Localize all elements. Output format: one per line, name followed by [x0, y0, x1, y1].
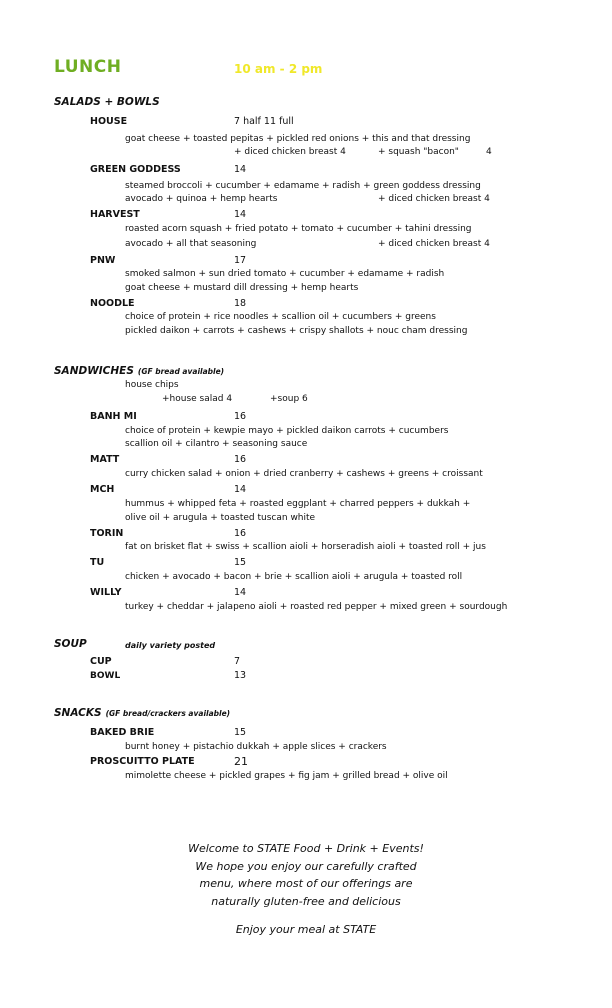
- item-willy-price: 14: [234, 587, 247, 598]
- section-snacks-title: SNACKS: [54, 707, 102, 719]
- item-bowl-price: 13: [234, 670, 247, 681]
- item-banh-mi-price: 16: [234, 411, 247, 422]
- item-baked-brie-price: 15: [234, 727, 247, 738]
- item-matt-desc: curry chicken salad + onion + dried cranberry + cashews + greens + croissant: [125, 469, 483, 479]
- item-green-goddess-name: GREEN GODDESS: [90, 164, 181, 175]
- section-salads-title: SALADS + BOWLS: [54, 96, 160, 108]
- item-mch-desc-2: olive oil + arugula + toasted tuscan white: [125, 513, 316, 523]
- item-green-goddess-price: 14: [234, 164, 247, 175]
- item-green-goddess-desc-2: avocado + quinoa + hemp hearts: [125, 194, 278, 204]
- item-mch-desc: hummus + whipped feta + roasted eggplant + charred peppers + dukkah +: [125, 499, 471, 509]
- item-pnw-desc-2: goat cheese + mustard dill dressing + hemp hearts: [125, 283, 359, 293]
- menu-title: LUNCH: [54, 57, 122, 77]
- item-cup-price: 7: [234, 656, 241, 667]
- sandwiches-addon-salad: +house salad 4: [162, 394, 233, 404]
- section-sandwiches-note: (GF bread available): [137, 367, 225, 376]
- item-harvest-price: 14: [234, 209, 247, 220]
- sandwiches-side-chips: house chips: [125, 380, 179, 390]
- item-noodle-desc-2: pickled daikon + carrots + cashews + crispy shallots + nouc cham dressing: [125, 326, 468, 336]
- item-house-price: 7 half 11 full: [234, 116, 294, 127]
- item-matt-name: MATT: [90, 454, 120, 465]
- item-baked-brie-name: BAKED BRIE: [90, 727, 155, 738]
- item-prosciutto-price: 21: [234, 755, 248, 768]
- item-mch-price: 14: [234, 484, 247, 495]
- item-harvest-name: HARVEST: [90, 209, 140, 220]
- welcome-line-3: menu, where most of our offerings are: [199, 877, 413, 890]
- item-house-name: HOUSE: [90, 116, 128, 127]
- section-sandwiches: [54, 365, 224, 377]
- enjoy-message: Enjoy your meal at STATE: [235, 923, 377, 936]
- item-tu-name: TU: [90, 557, 105, 568]
- item-tu-price: 15: [234, 557, 247, 568]
- item-mch-name: MCH: [90, 484, 115, 495]
- lunch-hours: 10 am - 2 pm: [234, 62, 323, 76]
- sandwiches-addon-soup: +soup 6: [270, 394, 308, 404]
- section-sandwiches-title: SANDWICHES: [54, 365, 134, 377]
- item-banh-mi-desc: choice of protein + kewpie mayo + pickled daikon carrots + cucumbers: [125, 426, 449, 436]
- welcome-line-2: We hope you enjoy our carefully crafted: [195, 859, 417, 873]
- item-noodle-name: NOODLE: [90, 298, 135, 309]
- item-house-addon-squash-price: 4: [486, 147, 492, 157]
- section-soup-title: SOUP: [54, 638, 87, 650]
- item-banh-mi-name: BANH MI: [90, 411, 137, 422]
- section-snacks-note: (GF bread/crackers available): [105, 709, 231, 718]
- item-house-addon-squash: + squash "bacon": [378, 147, 459, 157]
- welcome-line-1: Welcome to STATE Food + Drink + Events!: [188, 842, 424, 855]
- item-torin-name: TORIN: [90, 528, 124, 539]
- item-willy-desc: turkey + cheddar + jalapeno aioli + roasted red pepper + mixed green + sourdough: [125, 602, 508, 612]
- item-baked-brie-desc: burnt honey + pistachio dukkah + apple slices + crackers: [125, 742, 387, 752]
- item-banh-mi-desc-2: scallion oil + cilantro + seasoning sauce: [125, 439, 308, 449]
- item-pnw-name: PNW: [90, 255, 116, 266]
- item-tu-desc: chicken + avocado + bacon + brie + scallion aioli + arugula + toasted roll: [125, 572, 463, 582]
- item-house-addon-chicken: + diced chicken breast 4: [234, 147, 346, 157]
- item-noodle-price: 18: [234, 298, 247, 309]
- item-prosciutto-desc: mimolette cheese + pickled grapes + fig jam + grilled bread + olive oil: [125, 771, 448, 781]
- item-house-desc: goat cheese + toasted pepitas + pickled red onions + this and that dressing: [125, 134, 471, 144]
- item-green-goddess-desc: steamed broccoli + cucumber + edamame + radish + green goddess dressing: [125, 181, 481, 191]
- welcome-message: [0, 840, 612, 910]
- item-bowl-name: BOWL: [90, 671, 121, 681]
- item-torin-desc: fat on brisket flat + swiss + scallion aioli + horseradish aioli + toasted roll + jus: [125, 542, 486, 552]
- item-harvest-addon: + diced chicken breast 4: [378, 239, 490, 249]
- item-willy-name: WILLY: [90, 587, 122, 598]
- item-pnw-desc: smoked salmon + sun dried tomato + cucumber + edamame + radish: [125, 269, 445, 279]
- section-soup-note: daily variety posted: [125, 641, 216, 650]
- item-green-goddess-addon: + diced chicken breast 4: [378, 194, 490, 204]
- item-harvest-desc: roasted acorn squash + fried potato + tomato + cucumber + tahini dressing: [125, 224, 472, 234]
- welcome-line-4: naturally gluten-free and delicious: [211, 894, 401, 908]
- item-pnw-price: 17: [234, 255, 247, 266]
- item-torin-price: 16: [234, 528, 247, 539]
- item-prosciutto-name: PROSCUITTO PLATE: [90, 756, 195, 767]
- item-cup-name: CUP: [90, 656, 112, 667]
- item-noodle-desc: choice of protein + rice noodles + scallion oil + cucumbers + greens: [125, 312, 436, 322]
- section-snacks: [54, 707, 230, 719]
- item-harvest-desc-2: avocado + all that seasoning: [125, 239, 257, 249]
- item-matt-price: 16: [234, 454, 247, 465]
